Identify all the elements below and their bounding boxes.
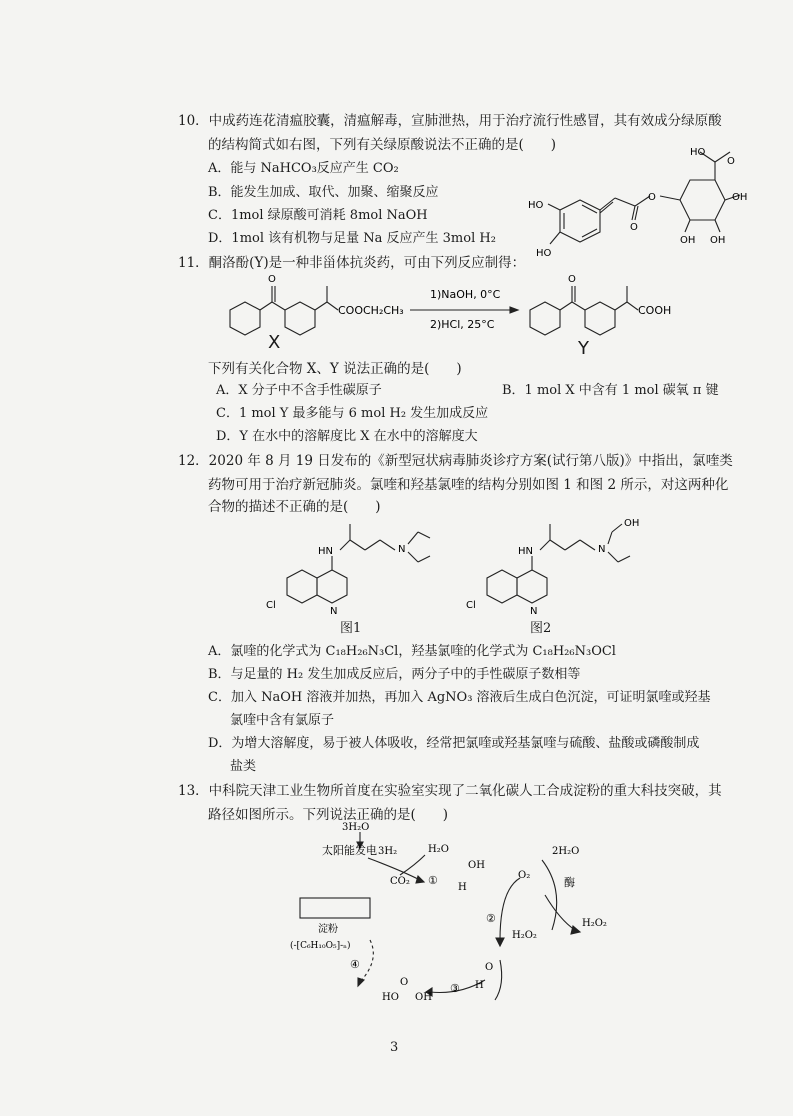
x-carbonyl-o: O xyxy=(268,274,276,285)
q10-option-c: C．1mol 绿原酸可消耗 8mol NaOH xyxy=(208,208,428,223)
enzyme-label: 酶 xyxy=(564,876,575,889)
q11-option-d: D．Y 在水中的溶解度比 X 在水中的溶解度大 xyxy=(216,429,478,444)
struct-o-ester: O xyxy=(648,192,656,203)
label-y: Y xyxy=(578,338,589,359)
figure-1-caption: 图1 xyxy=(340,621,362,636)
q12-option-a: A．氯喹的化学式为 C₁₈H₂₆N₃Cl，羟基氯喹的化学式为 C₁₈H₂₆N₃OCl xyxy=(208,644,616,659)
struct-o-top: O xyxy=(727,156,735,167)
fig1-n-amine: N xyxy=(398,544,406,555)
y-acid-group: COOH xyxy=(638,304,672,317)
q13-line1: 13．中科院天津工业生物所首度在实验室实现了二氧化碳人工合成淀粉的重大科技突破，其 xyxy=(178,783,722,799)
q11-option-a: A．X 分子中不含手性碳原子 xyxy=(216,383,382,398)
product-ho-label: HO xyxy=(382,992,399,1003)
q10-option-d: D．1mol 该有机物与足量 Na 反应产生 3mol H₂ xyxy=(208,231,496,246)
h2o-2-label: 2H₂O xyxy=(552,846,580,857)
q12-option-b: B．与足量的 H₂ 发生加成反应后，两分子中的手性碳原子数相等 xyxy=(208,667,581,682)
h2o2-center-label: H₂O₂ xyxy=(512,930,537,941)
step-3-label: ③ xyxy=(450,982,460,995)
q12-option-d-line2: 盐类 xyxy=(230,759,257,774)
co2-label: CO₂ xyxy=(390,876,410,887)
q12-option-c-line2: 氯喹中含有氯原子 xyxy=(230,713,335,728)
figure-2-caption: 图2 xyxy=(530,621,552,636)
reaction-condition-1: 1)NaOH, 0°C xyxy=(430,288,501,301)
q12-line3: 合物的描述不正确的是( ) xyxy=(208,499,381,515)
reaction-condition-2: 2)HCl, 25°C xyxy=(430,318,495,331)
fig2-cl: Cl xyxy=(466,600,476,611)
o2-label: O₂ xyxy=(518,870,531,881)
struct-ho-ring2: HO xyxy=(536,248,552,259)
fig2-n-ring: N xyxy=(530,606,538,617)
struct-oh-bottom2: OH xyxy=(680,235,696,246)
methanol-oh-label: OH xyxy=(468,860,485,871)
step-4-label: ④ xyxy=(350,958,360,971)
q10-line2: 的结构简式如右图，下列有关绿原酸说法不正确的是( ) xyxy=(208,137,557,153)
solar-power-label: 太阳能发电 xyxy=(322,844,377,857)
q13-line2: 路径如图所示。下列说法正确的是( ) xyxy=(208,807,449,823)
h2o-3-label: 3H₂O xyxy=(342,822,370,833)
co2-to-starch-pathway xyxy=(290,820,650,1020)
y-carbonyl-o: O xyxy=(568,274,576,285)
struct-ho-ring1: HO xyxy=(528,200,544,211)
step-2-label: ② xyxy=(486,912,496,925)
h2-3-label: 3H₂ xyxy=(378,846,398,857)
q11-option-c: C．1 mol Y 最多能与 6 mol H₂ 发生加成反应 xyxy=(216,406,489,421)
struct-o-carbonyl: O xyxy=(630,222,638,233)
q11-stem: 下列有关化合物 X、Y 说法正确的是( ) xyxy=(208,361,462,377)
product-o-label: O xyxy=(400,977,409,988)
struct-oh-right: OH xyxy=(732,192,748,203)
q10-option-b: B．能发生加成、取代、加聚、缩聚反应 xyxy=(208,185,439,200)
hydroxychloroquine-structure xyxy=(466,518,640,620)
starch-label: 淀粉 xyxy=(318,924,338,935)
x-ester-group: COOCH₂CH₃ xyxy=(338,304,404,317)
formaldehyde-h-label: H xyxy=(475,980,484,991)
h2o2-right-label: H₂O₂ xyxy=(582,918,607,929)
product-oh-label: OH xyxy=(415,992,432,1003)
struct-oh-bottom: OH xyxy=(710,235,726,246)
fig2-oh: OH xyxy=(624,518,640,529)
step-1-label: ① xyxy=(428,874,438,887)
methanol-h-label: H xyxy=(458,882,467,893)
q12-line1: 12．2020 年 8 月 19 日发布的《新型冠状病毒肺炎诊疗方案(试行第八版)》中指出，氯喹类 xyxy=(178,453,733,469)
formaldehyde-o-label: O xyxy=(485,962,494,973)
ketoprofen-reaction xyxy=(210,272,690,352)
fig2-n-amine: N xyxy=(598,544,606,555)
struct-ho-top: HO xyxy=(690,147,706,158)
fig2-hn: HN xyxy=(518,546,533,557)
q10-option-a: A．能与 NaHCO₃反应产生 CO₂ xyxy=(208,161,399,176)
chloroquine-structure xyxy=(266,520,440,620)
q11-option-b: B．1 mol X 中含有 1 mol 碳氧 π 键 xyxy=(502,383,719,398)
q10-line1: 10．中成药连花清瘟胶囊，清瘟解毒，宣肺泄热，用于治疗流行性感冒，其有效成分绿原酸 xyxy=(178,113,722,129)
page-number: 3 xyxy=(390,1040,399,1055)
chlorogenic-acid-structure xyxy=(520,140,748,270)
fig1-hn: HN xyxy=(318,546,333,557)
fig1-n-ring: N xyxy=(330,606,338,617)
fig1-cl: Cl xyxy=(266,600,276,611)
q12-option-d-line1: D．为增大溶解度，易于被人体吸收，经常把氯喹或羟基氯喹与硫酸、盐酸或磷酸制成 xyxy=(208,736,700,751)
starch-formula-label: (-[C₆H₁₀O₅]-ₙ) xyxy=(290,941,351,951)
h2o-label: H₂O xyxy=(428,844,449,855)
label-x: X xyxy=(268,332,281,353)
q11-line1: 11．酮洛酚(Y)是一种非甾体抗炎药，可由下列反应制得： xyxy=(178,255,526,271)
q12-line2: 药物可用于治疗新冠肺炎。氯喹和羟基氯喹的结构分别如图 1 和图 2 所示，对这两种化 xyxy=(208,477,729,493)
q12-option-c-line1: C．加入 NaOH 溶液并加热，再加入 AgNO₃ 溶液后生成白色沉淀，可证明氯喹或羟基 xyxy=(208,690,711,705)
